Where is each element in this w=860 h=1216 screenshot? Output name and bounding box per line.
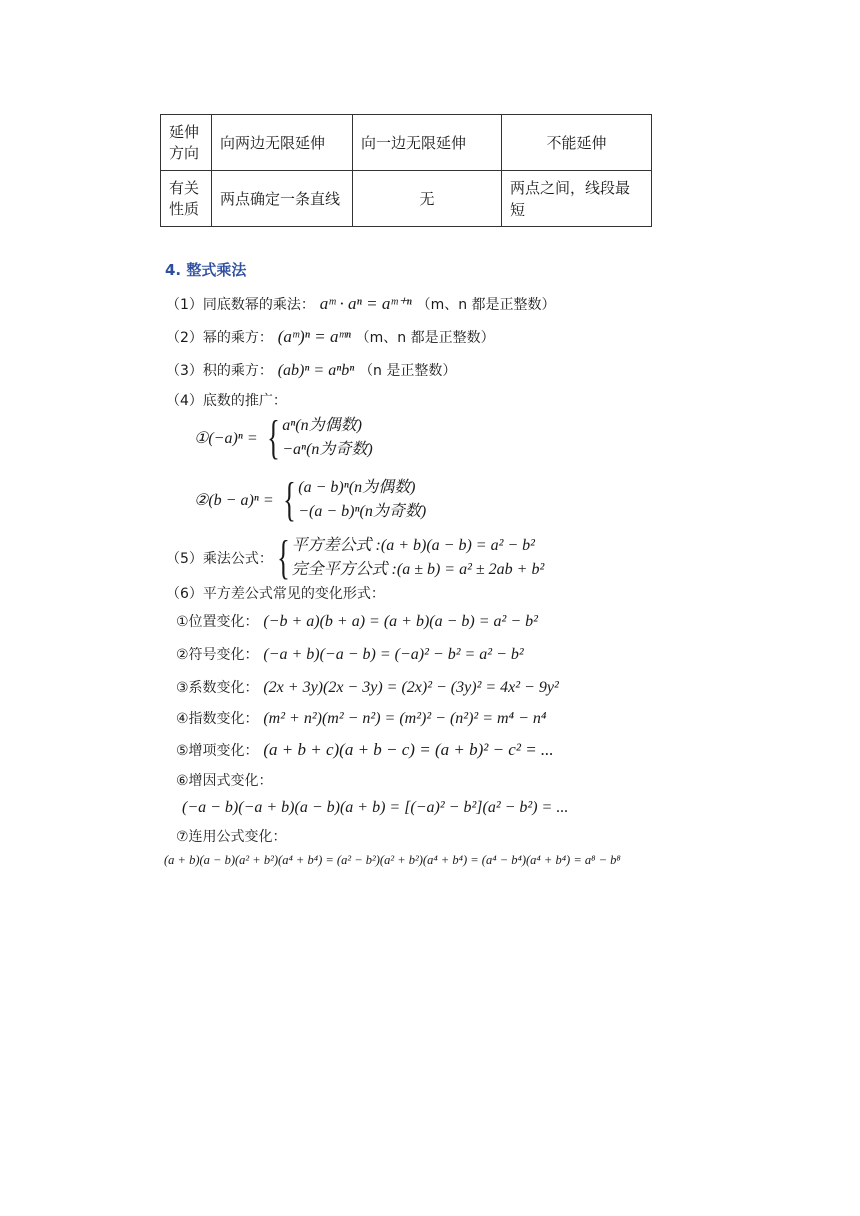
- variant-added-factor: ⑥增因式变化：: [176, 773, 273, 789]
- table-cell: 向一边无限延伸: [353, 115, 502, 171]
- variant-sign: ②符号变化： (−a + b)(−a − b) = (−a)² − b² = a² − b²: [176, 646, 524, 663]
- section-title: 4. 整式乘法: [165, 261, 247, 279]
- formula: (m² + n²)(m² − n²) = (m²)² − (n²)² = m⁴ − n⁴: [263, 710, 547, 727]
- table-cell: 不能延伸: [502, 115, 652, 171]
- rule-same-base-multiplication: （1）同底数幂的乘法： aᵐ · aⁿ = aᵐ⁺ⁿ （m、n 都是正整数）: [166, 294, 556, 313]
- variant-added-term: ⑤增项变化： (a + b + c)(a + b − c) = (a + b)² − c² = ...: [176, 740, 554, 759]
- variant-chained-formula: [164, 850, 621, 868]
- rule-base-generalization: （4）底数的推广：: [166, 393, 287, 409]
- table-cell: 无: [353, 171, 502, 227]
- rule-difference-of-squares-variants: （6）平方差公式常见的变化形式：: [166, 586, 385, 602]
- table-cell: 两点确定一条直线: [212, 171, 353, 227]
- table-row: [161, 171, 652, 227]
- table-row: [161, 115, 652, 171]
- comparison-table: [160, 114, 652, 227]
- formula: (−b + a)(b + a) = (a + b)(a − b) = a² − b²: [263, 613, 538, 630]
- formula: (aᵐ)ⁿ = aᵐⁿ: [277, 327, 351, 346]
- table-cell: 两点之间，线段最 短: [502, 171, 652, 227]
- formula: (a + b)(a − b)(a² + b²)(a⁴ + b⁴) = (a² − b²)(a² + b²)(a⁴ + b⁴) = (a⁴ − b⁴)(a⁴ + b⁴) = a⁸ − b⁸: [164, 853, 621, 867]
- brace-icon: {: [283, 473, 297, 526]
- formula: aᵐ · aⁿ = aᵐ⁺ⁿ: [319, 294, 412, 313]
- table-cell: 向两边无限延伸: [212, 115, 353, 171]
- formula: (2x + 3y)(2x − 3y) = (2x)² − (3y)² = 4x² − 9y²: [263, 679, 559, 696]
- variant-coefficient: ③系数变化： (2x + 3y)(2x − 3y) = (2x)² − (3y)² = 4x² − 9y²: [176, 679, 559, 696]
- row-header-direction: 延伸 方向: [161, 115, 212, 171]
- formula: (−a − b)(−a + b)(a − b)(a + b) = [(−a)² − b²](a² − b²) = ...: [182, 799, 569, 816]
- formula: (−a + b)(−a − b) = (−a)² − b² = a² − b²: [263, 646, 524, 663]
- brace-icon: {: [276, 531, 290, 584]
- brace-icon: {: [267, 411, 281, 464]
- formula: (ab)ⁿ = aⁿbⁿ: [277, 362, 355, 379]
- rule-power-of-product: （3）积的乘方： (ab)ⁿ = aⁿbⁿ （n 是正整数）: [166, 362, 457, 379]
- variant-exponent: ④指数变化： (m² + n²)(m² − n²) = (m²)² − (n²)² = m⁴ − n⁴: [176, 710, 547, 727]
- variant-position: ①位置变化： (−b + a)(b + a) = (a + b)(a − b) = a² − b²: [176, 613, 538, 630]
- variant-added-factor-formula: [182, 798, 568, 817]
- row-header-property: 有关 性质: [161, 171, 212, 227]
- formula: (a + b + c)(a + b − c) = (a + b)² − c² = ...: [263, 740, 554, 759]
- case-b-minus-a: ②(b − a)ⁿ = { (a − b)ⁿ(n为偶数) −(a − b)ⁿ(n为奇数): [194, 473, 427, 526]
- case-negative-a: ①(−a)ⁿ = { aⁿ(n为偶数) −aⁿ(n为奇数): [194, 411, 373, 464]
- variant-chained: ⑦连用公式变化：: [176, 829, 287, 845]
- rule-multiplication-formulas: （5）乘法公式： { 平方差公式 :(a + b)(a − b) = a² − b² 完全平方公式 :(a ± b) = a² ± 2ab + b²: [166, 531, 545, 584]
- rule-power-of-power: （2）幂的乘方： (aᵐ)ⁿ = aᵐⁿ （m、n 都是正整数）: [166, 327, 495, 346]
